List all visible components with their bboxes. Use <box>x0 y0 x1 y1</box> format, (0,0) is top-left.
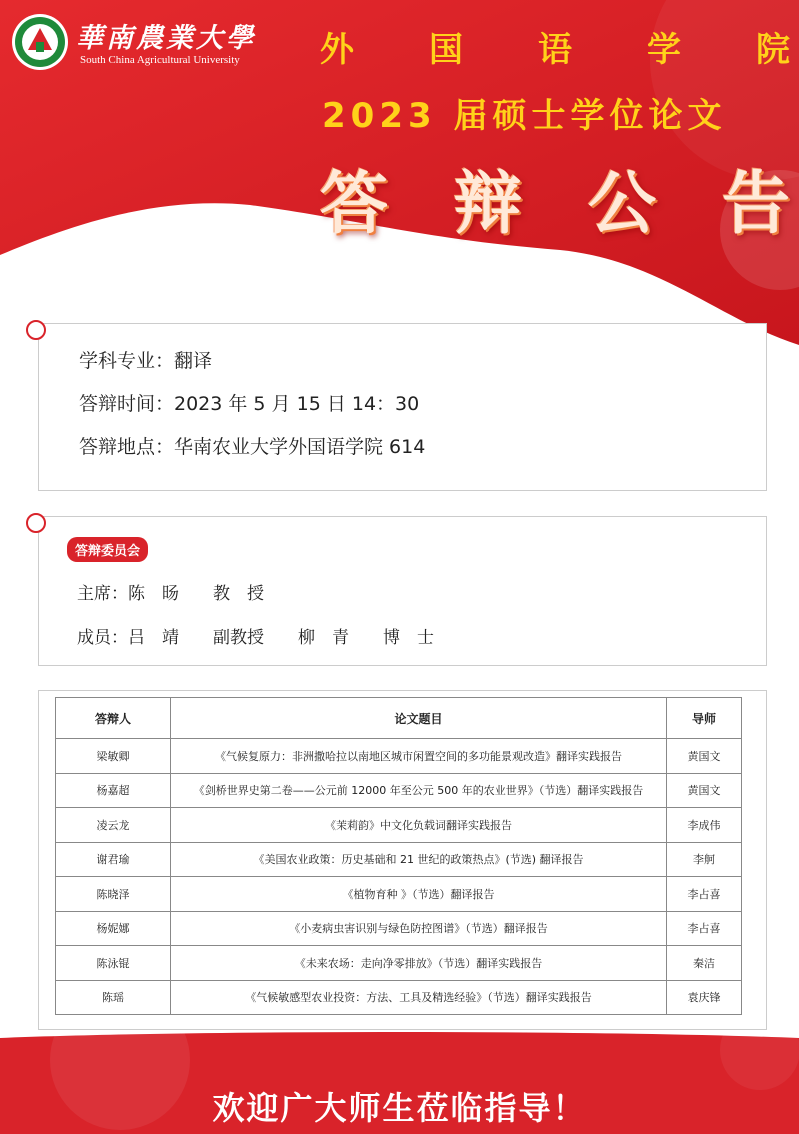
main-title-char: 公 <box>587 165 656 244</box>
university-emblem-icon <box>10 12 70 72</box>
table-row <box>56 842 742 877</box>
header-student: 答辩人 <box>56 698 171 739</box>
supervisor-name: 黄国文 <box>667 739 742 774</box>
thesis-title: 《小麦病虫害识别与绿色防控图谱》（节选）翻译报告 <box>171 911 667 946</box>
university-logo <box>10 12 260 72</box>
year-title: 2023 届硕士学位论文 <box>322 96 727 136</box>
department-char: 国 <box>429 30 463 70</box>
committee-members: 成员：吕 靖 副教授 柳 青 博 士 <box>77 628 434 648</box>
supervisor-name: 李成伟 <box>667 808 742 843</box>
thesis-table <box>55 697 742 1015</box>
thesis-title: 《植物育种 》（节选）翻译报告 <box>171 877 667 912</box>
thesis-title: 《气候敏感型农业投资：方法、工具及精选经验》（节选）翻译实践报告 <box>171 980 667 1015</box>
department-char: 学 <box>647 30 681 70</box>
table-row <box>56 877 742 912</box>
logo-english-name: South China Agricultural University <box>80 54 240 66</box>
student-name: 梁敏卿 <box>56 739 171 774</box>
table-row <box>56 980 742 1015</box>
main-title-char: 辩 <box>453 165 522 244</box>
supervisor-name: 黄国文 <box>667 773 742 808</box>
supervisor-name: 李占喜 <box>667 877 742 912</box>
thesis-title: 《茉莉韵》中文化负载词翻译实践报告 <box>171 808 667 843</box>
main-title-char: 告 <box>721 165 790 244</box>
time-line: 答辩时间：2023 年 5 月 15 日 14：30 <box>79 393 420 415</box>
header-supervisor: 导师 <box>667 698 742 739</box>
student-name: 凌云龙 <box>56 808 171 843</box>
main-title <box>320 150 790 244</box>
thesis-title: 《未来农场：走向净零排放》（节选）翻译实践报告 <box>171 946 667 981</box>
department-title <box>320 22 790 71</box>
student-name: 陈瑶 <box>56 980 171 1015</box>
student-name: 谢君瑜 <box>56 842 171 877</box>
student-name: 陈晓泽 <box>56 877 171 912</box>
table-row <box>56 739 742 774</box>
circle-marker-icon <box>26 513 46 533</box>
student-name: 杨妮娜 <box>56 911 171 946</box>
thesis-title: 《气候复原力：非洲撒哈拉以南地区城市闲置空间的多功能景观改造》翻译实践报告 <box>171 739 667 774</box>
supervisor-name: 李舸 <box>667 842 742 877</box>
table-row <box>56 911 742 946</box>
department-char: 外 <box>320 30 354 70</box>
main-title-char: 答 <box>320 165 389 244</box>
table-row <box>56 773 742 808</box>
table-row <box>56 808 742 843</box>
thesis-title: 《美国农业政策：历史基础和 21 世纪的政策热点》(节选) 翻译报告 <box>171 842 667 877</box>
footer-welcome: 欢迎广大师生莅临指导！ <box>212 1089 587 1127</box>
place-line: 答辩地点：华南农业大学外国语学院 614 <box>79 436 426 458</box>
department-char: 语 <box>538 30 572 70</box>
major-line: 学科专业：翻译 <box>79 350 213 372</box>
student-name: 陈泳锟 <box>56 946 171 981</box>
department-char: 院 <box>756 30 790 70</box>
logo-chinese-name: 華南農業大學 <box>76 23 256 54</box>
committee-chair: 主席：陈 旸 教 授 <box>77 584 264 604</box>
header-thesis-title: 论文题目 <box>171 698 667 739</box>
student-name: 杨嘉超 <box>56 773 171 808</box>
table-row <box>56 946 742 981</box>
thesis-title: 《剑桥世界史第二卷——公元前 12000 年至公元 500 年的农业世界》（节选）翻译实践报告 <box>171 773 667 808</box>
supervisor-name: 袁庆锋 <box>667 980 742 1015</box>
supervisor-name: 李占喜 <box>667 911 742 946</box>
thesis-table-box <box>38 690 767 1030</box>
committee-badge: 答辩委员会 <box>67 537 148 562</box>
defense-info-box <box>38 323 767 491</box>
table-header-row <box>56 698 742 739</box>
circle-marker-icon <box>26 320 46 340</box>
committee-box <box>38 516 767 666</box>
supervisor-name: 秦洁 <box>667 946 742 981</box>
